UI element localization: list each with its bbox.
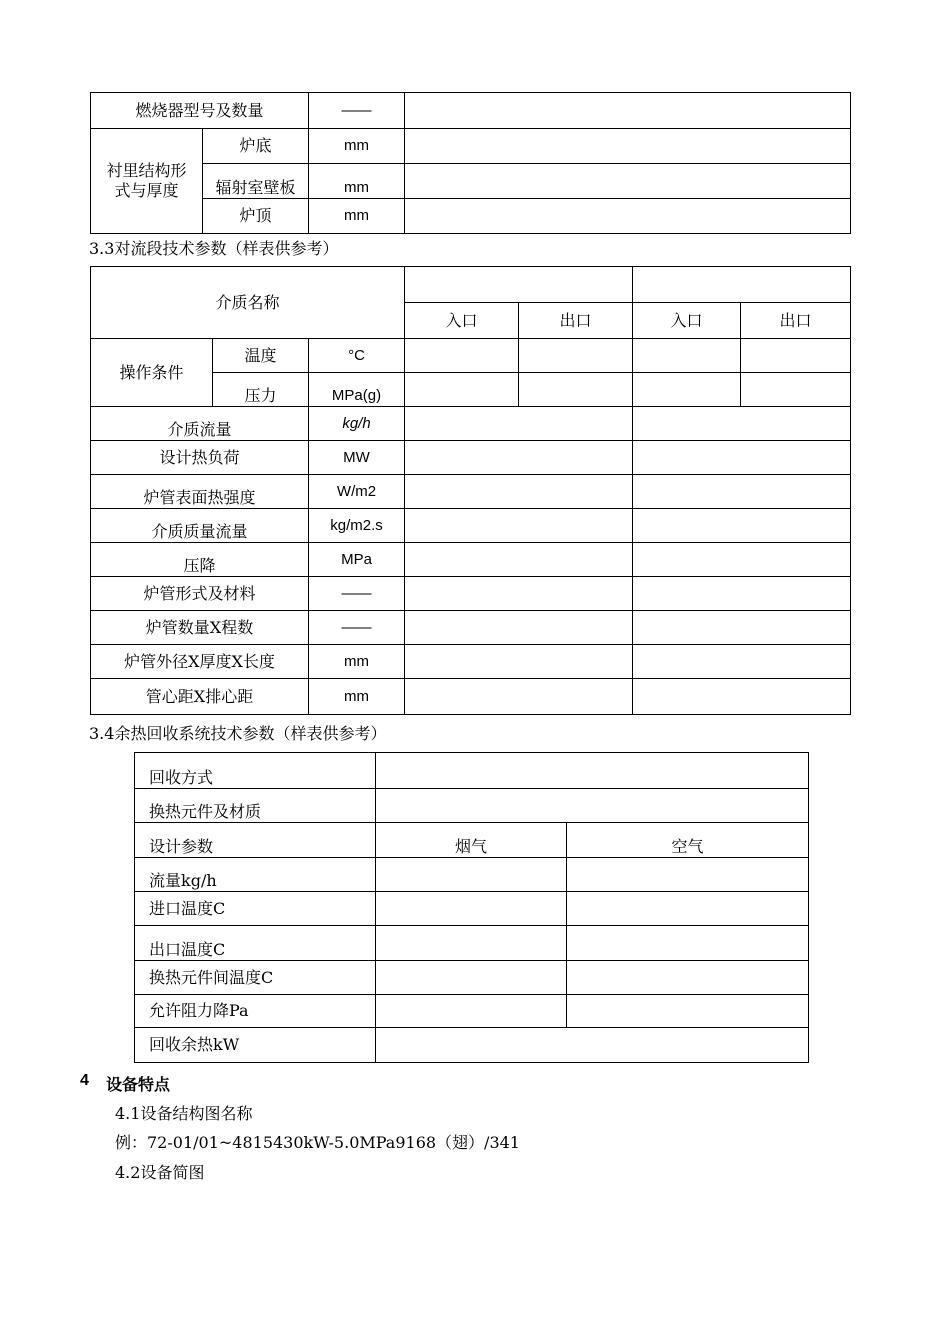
value-cell bbox=[633, 373, 741, 407]
lining-sub-label: 辐射室壁板 bbox=[203, 164, 309, 199]
burner-value-cell bbox=[405, 93, 851, 129]
value-cell bbox=[376, 1028, 809, 1063]
param-label: 压降 bbox=[91, 543, 309, 577]
param-unit: mm bbox=[309, 679, 405, 715]
section-4-number: 4 bbox=[80, 1072, 89, 1089]
value-cell bbox=[633, 577, 851, 611]
temperature-unit: °C bbox=[309, 339, 405, 373]
lining-unit: mm bbox=[309, 129, 405, 164]
lining-label: 衬里结构形式与厚度 bbox=[91, 129, 203, 234]
param-label: 流量kg/h bbox=[135, 858, 376, 892]
value-cell bbox=[567, 926, 809, 961]
value-cell bbox=[519, 373, 633, 407]
value-cell bbox=[633, 611, 851, 645]
section-4-heading: 设备特点 bbox=[106, 1075, 171, 1094]
burner-label: 燃烧器型号及数量 bbox=[91, 93, 309, 129]
value-cell bbox=[633, 543, 851, 577]
param-unit: —— bbox=[309, 577, 405, 611]
item-4-1: 4.1设备结构图名称 bbox=[115, 1104, 253, 1123]
param-label: 换热元件间温度C bbox=[135, 961, 376, 995]
pressure-label: 压力 bbox=[213, 373, 309, 407]
param-label: 允许阻力降Pa bbox=[135, 995, 376, 1028]
param-label: 炉管表面热强度 bbox=[91, 475, 309, 509]
param-unit: —— bbox=[309, 611, 405, 645]
recovered-heat-label: 回收余热kW bbox=[135, 1028, 376, 1063]
value-cell bbox=[567, 858, 809, 892]
value-cell bbox=[405, 611, 633, 645]
design-params-label: 设计参数 bbox=[135, 823, 376, 858]
value-cell bbox=[376, 753, 809, 789]
lining-value-cell bbox=[405, 199, 851, 234]
param-unit: mm bbox=[309, 645, 405, 679]
element-material-label: 换热元件及材质 bbox=[135, 789, 376, 823]
value-cell bbox=[405, 679, 633, 715]
param-label: 出口温度C bbox=[135, 926, 376, 961]
value-cell bbox=[633, 407, 851, 441]
value-cell bbox=[405, 543, 633, 577]
medium-name-label: 介质名称 bbox=[91, 267, 405, 339]
param-label: 设计热负荷 bbox=[91, 441, 309, 475]
value-cell bbox=[405, 339, 519, 373]
recovery-method-label: 回收方式 bbox=[135, 753, 376, 789]
operating-conditions-label: 操作条件 bbox=[91, 339, 213, 407]
value-cell bbox=[567, 961, 809, 995]
example-line: 例：72-01/01~4815430kW-5.0MPa9168（翅）/341 bbox=[115, 1133, 520, 1152]
param-label: 炉管数量X程数 bbox=[91, 611, 309, 645]
param-unit: MW bbox=[309, 441, 405, 475]
value-cell bbox=[405, 577, 633, 611]
value-cell bbox=[741, 339, 851, 373]
value-cell bbox=[405, 475, 633, 509]
value-cell bbox=[633, 509, 851, 543]
burner-unit: —— bbox=[309, 93, 405, 129]
value-cell bbox=[405, 645, 633, 679]
param-unit: W/m2 bbox=[309, 475, 405, 509]
section-3-4-caption: 3.4余热回收系统技术参数（样表供参考） bbox=[89, 724, 387, 743]
heat-recovery-table bbox=[134, 752, 809, 1063]
flue-gas-header: 烟气 bbox=[376, 823, 567, 858]
lining-value-cell bbox=[405, 164, 851, 199]
convection-table bbox=[90, 266, 851, 715]
value-cell bbox=[633, 339, 741, 373]
value-cell bbox=[519, 339, 633, 373]
lining-unit: mm bbox=[309, 164, 405, 199]
value-cell bbox=[633, 645, 851, 679]
value-cell bbox=[567, 995, 809, 1028]
value-cell bbox=[376, 858, 567, 892]
lining-sub-label: 炉底 bbox=[203, 129, 309, 164]
air-header: 空气 bbox=[567, 823, 809, 858]
param-label: 炉管外径X厚度X长度 bbox=[91, 645, 309, 679]
param-label: 介质质量流量 bbox=[91, 509, 309, 543]
param-label: 管心距X排心距 bbox=[91, 679, 309, 715]
param-label: 炉管形式及材料 bbox=[91, 577, 309, 611]
lining-unit: mm bbox=[309, 199, 405, 234]
param-unit: MPa bbox=[309, 543, 405, 577]
value-cell bbox=[633, 679, 851, 715]
medium-b-cell bbox=[633, 267, 851, 303]
value-cell bbox=[405, 407, 633, 441]
medium-a-cell bbox=[405, 267, 633, 303]
value-cell bbox=[405, 441, 633, 475]
temperature-label: 温度 bbox=[213, 339, 309, 373]
param-unit: kg/m2.s bbox=[309, 509, 405, 543]
lining-value-cell bbox=[405, 129, 851, 164]
outlet-header: 出口 bbox=[519, 303, 633, 339]
param-unit: kg/h bbox=[309, 407, 405, 441]
value-cell bbox=[376, 961, 567, 995]
inlet-header: 入口 bbox=[633, 303, 741, 339]
param-label: 进口温度C bbox=[135, 892, 376, 926]
outlet-header: 出口 bbox=[741, 303, 851, 339]
value-cell bbox=[376, 995, 567, 1028]
value-cell bbox=[376, 892, 567, 926]
value-cell bbox=[405, 373, 519, 407]
section-3-3-caption: 3.3对流段技术参数（样表供参考） bbox=[89, 239, 339, 258]
value-cell bbox=[633, 441, 851, 475]
value-cell bbox=[567, 892, 809, 926]
inlet-header: 入口 bbox=[405, 303, 519, 339]
lining-sub-label: 炉顶 bbox=[203, 199, 309, 234]
value-cell bbox=[741, 373, 851, 407]
pressure-unit: MPa(g) bbox=[309, 373, 405, 407]
param-label: 介质流量 bbox=[91, 407, 309, 441]
burner-lining-table bbox=[90, 92, 851, 234]
value-cell bbox=[376, 789, 809, 823]
value-cell bbox=[405, 509, 633, 543]
item-4-2: 4.2设备简图 bbox=[115, 1163, 205, 1182]
value-cell bbox=[376, 926, 567, 961]
value-cell bbox=[633, 475, 851, 509]
